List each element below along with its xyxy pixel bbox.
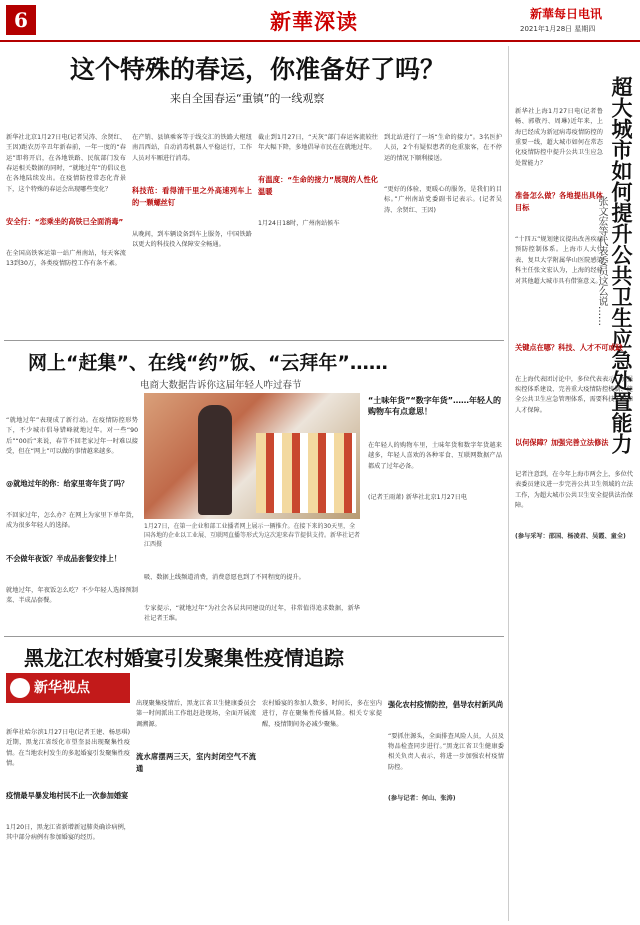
article2-column-4	[368, 420, 502, 632]
article1-column-3	[258, 112, 378, 337]
sidebar-q2-heading: 关键点在哪？科技、人才不可或缺	[515, 342, 623, 352]
article1-col3-subhead: 有温度：“生命的接力”展现的人性化温暖	[258, 175, 378, 197]
article3-column-3	[262, 678, 382, 921]
article1-title: 这个特殊的春运，你准备好了吗？	[70, 55, 446, 84]
article1-col1-subhead: 安全行：“恋乘坐的高铁已全面消毒”	[6, 217, 124, 227]
sidebar-author: 张文宏等代表委员这么说……	[596, 196, 607, 326]
article1-col4-text: 到北站进行了一场“生命的接力”。3名医护人员，2个有疑似患者的危重旅客，在不停运的情况下顺利接送。	[384, 133, 502, 162]
page-header	[0, 0, 640, 42]
sidebar-public-health	[508, 46, 636, 921]
sidebar-q3-heading: 以何保障？加强完善立法修法	[515, 438, 609, 448]
article2-column-1	[6, 395, 138, 630]
article3-col1-subhead: 疫情最早暴发地村民不止一次参加婚宴	[6, 791, 129, 801]
article3-col2-subhead: 流水席摆两三天，室内封闭空气不流通	[136, 751, 256, 773]
paper-name: 新華每日电讯	[530, 7, 603, 21]
sidebar-body3: 记者注意到，在今年上海市两会上，多位代表委员建议进一步完善公共卫生领域的立法工作，为超大城市公共卫生安全提供法治保障。	[515, 470, 633, 510]
photo-shopper	[198, 405, 232, 515]
article2-col3-text-b: 专家提示，“就地过年”为社会各层共同建设的过年，非常值得追求数据，新华社记者王维。	[144, 605, 360, 623]
article3-col1-text-b: 1月20日，黑龙江省新增新冠肺炎确诊病例，其中部分病例有参加婚宴的经历。	[6, 824, 130, 842]
issue-date: 2021年1月28日 星期四	[520, 25, 596, 33]
sidebar-body	[515, 321, 633, 916]
article1-col2-text-b: 从晚间，到车辆设备到车上服务，中国铁路以更大的科技投入保障安全畅通。	[132, 230, 252, 249]
banner-logo-icon	[10, 678, 30, 698]
article1-col2-subhead: 科技范：看得清干里之外高速列车上的一颗螺丝钉	[132, 185, 252, 207]
article2-col3-text: 吸、数据上线频道消费，消费意愿也到了不同程度的提升。	[144, 573, 305, 581]
divider-1	[4, 340, 504, 341]
sidebar-body2: 在上海代表团讨论中，多位代表表示，加强疾控体系建设、完善重大疫情防控机制、健全公共卫生应急管理体系，需要科技支撑和人才保障。	[515, 375, 633, 414]
sidebar-credit: (参与采写：邵国、杨凌君、吴霞、童全)	[515, 533, 626, 541]
xinhua-viewpoint-banner: 新华视点	[6, 673, 130, 703]
sidebar-lead	[515, 86, 603, 316]
article2-col1-subhead: @就地过年的你：给家里寄年货了吗？	[6, 479, 129, 489]
article3-column-1	[6, 707, 130, 921]
section-title: 新華深读	[270, 9, 358, 34]
page-number-badge: 6	[6, 5, 36, 35]
article2-subtitle: 电商大数据告诉你这届年轻人咋过春节	[140, 380, 302, 391]
divider-2	[4, 636, 504, 637]
article2-side-title: “土味年货”“数字年货”……年轻人的购物车有点意思！	[368, 396, 502, 416]
sidebar-lead-text: 新华社上海1月27日电(记者鲁畅、郭敬丹、周琳)近年来，上海已经成为新冠病毒疫情防控的重要一线，超大城市如何在常态化疫情防控中提升公共卫生应急处置能力？	[515, 107, 603, 167]
article1-col2-text: 在产销、县镇乘客等于线交汇的铁路大枢纽南昌西站，自动消毒机器人平稳运行，工作人员对车厢进行消毒。	[132, 133, 252, 162]
article1-col3-text-b: 1月24日18时，广州南站候车	[258, 220, 340, 228]
article3-col2-text: 出现聚集疫情后，黑龙江省卫生健康委员会第一时间派出工作组赶赴现场，全面开展流调溯源。	[136, 699, 256, 728]
article1-col3-text: 截止到1月27日，“天灰”部门春运客流较往年大幅下降，多地倡导市民在在就地过年。	[258, 133, 378, 152]
article2-col1-subhead-2: 不会做年夜饭？半成品套餐安排上！	[6, 553, 122, 563]
article2-col4-text: 在年轻人的购物车里，土味年货和数字年货越来越多，年轻人喜欢的各种零食、互联网数据产品都成了过年必备。	[368, 441, 502, 470]
article3-col1-text: 新华社哈尔滨1月27日电(记者王建、杨思琪)近期，黑龙江省绥化市望奎县出现聚集性疫情。在当地农村发生的多起婚宴引发聚集性疫情。	[6, 728, 130, 768]
article1-column-4	[384, 112, 502, 337]
article3-column-2	[136, 678, 256, 921]
sidebar-q1-heading: 准备怎么做？各地提出具体目标	[515, 191, 603, 213]
article3-column-4	[388, 678, 504, 921]
sidebar-title: 超大城市如何提升公共卫生应急处置能力	[609, 76, 634, 454]
article2-col1-text: “就地过年”表现成了新行动。在疫情防控形势下，不少城市倡导错峰就地过年。对一些“90后”“00后”来说，春节不回老家过年一时难以接受，但在“网上”可以做的事情越来越多。	[6, 416, 138, 456]
article1-col1-text-b: 在全国高铁客运第一站广州南站，每天客流13到30万，各类疫情防控工作有条不紊。	[6, 249, 126, 268]
article3-credit: (参与记者：何山、张涛)	[388, 795, 456, 803]
article1-subtitle: 来自全国春运“重镇”的一线观察	[170, 92, 325, 105]
article3-title: 黑龙江农村婚宴引发聚集性疫情追踪	[24, 646, 344, 670]
article2-column-3	[144, 552, 360, 632]
article2-title: 网上“赶集”、在线“约”饭、“云拜年”……	[28, 352, 388, 374]
photo-caption: 1月27日，在第一企业和部工业播者网上展示一辆推介。在接下来的30天里，全国各地的企业以工业展、互联网直播等形式为这次迎来春节提供支持。新华社记者江西摄	[144, 523, 360, 548]
article1-col1-text: 新华社北京1月27日电(记者吴涛、余贤红、王因)距农历辛丑年新春前，一年一度的“春运”即将开启，在各地铁路、民航部门发布春运相关数据的同时，“就地过年”的倡议也在各地陆续发出。在疫情防控常态化背景下，这个特殊的春运会出现哪些变化？	[6, 133, 126, 193]
article1-column-1	[6, 112, 126, 337]
sidebar-body1: “十四五”规划建议提出改善疾病预防控制体系。上海市人大代表、复旦大学附属华山医院感染科主任张文宏认为，上海的经验对其他超大城市具有借鉴意义。	[515, 235, 603, 285]
article3-col3-text: 农村婚宴的参加人数多、时间长，多在室内进行，存在聚集性传播风险。相关专家提醒，疫情期间务必减少聚集。	[262, 699, 382, 728]
article3-col4-text: “要抓住源头，全面排查风险人员，人员及物品检查同步进行。”黑龙江省卫生健康委相关负责人表示，将进一步加强农村疫情防控。	[388, 732, 504, 771]
shopping-photo	[144, 393, 360, 519]
article2-col1-text-b: 不回家过年，怎么办？在网上为家里下单年货，成为很多年轻人的选择。	[6, 512, 138, 530]
article1-col4-text-b: “更好的体验，更暖心的服务，是我们的目标。”广州南站党委副书记表示。(记者吴涛、余贤红、王因)	[384, 185, 502, 214]
article2-col1-text-c: 就地过年，年夜饭怎么吃？不少年轻人选择预制菜、半成品套餐。	[6, 586, 138, 604]
article1-column-2	[132, 112, 252, 337]
photo-shelf	[256, 433, 356, 513]
article3-col4-subhead: 强化农村疫情防控，倡导农村新风尚	[388, 699, 504, 709]
article2-col4-text-b: (记者王雨萧) 新华社北京1月27日电	[368, 493, 468, 501]
